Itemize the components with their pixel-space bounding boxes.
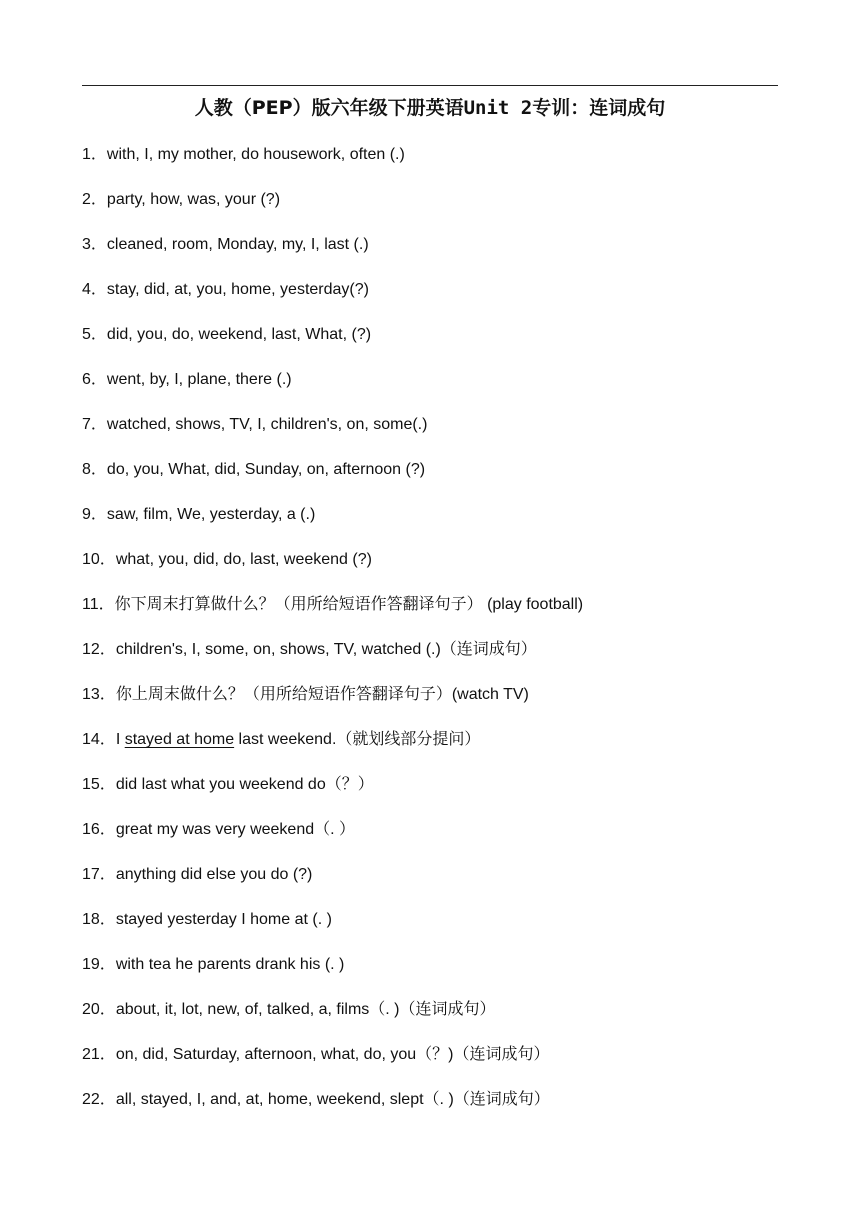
question-number: 13 — [82, 686, 100, 703]
question-number: 16 — [82, 821, 100, 838]
question-item: 21．on, did, Saturday, afternoon, what, do, you（？)（连词成句） — [82, 1046, 550, 1063]
question-number: 1 — [82, 146, 91, 163]
question-number: 8 — [82, 461, 91, 478]
header-rule — [82, 85, 778, 86]
question-number: 7 — [82, 416, 91, 433]
question-item: 19．with tea he parents drank his (. ) — [82, 956, 345, 973]
question-item: 8．do, you, What, did, Sunday, on, afternoon (?) — [82, 461, 426, 478]
question-item: 22．all, stayed, I, and, at, home, weekend, slept（. )（连词成句） — [82, 1091, 550, 1108]
question-item: 9．saw, film, We, yesterday, a (.) — [82, 506, 316, 523]
question-number: 17 — [82, 866, 100, 883]
title-unit: Unit 2 — [463, 97, 533, 119]
question-item: 3．cleaned, room, Monday, my, I, last (.) — [82, 236, 369, 253]
question-text: anything did else you do (?) — [115, 866, 313, 883]
question-item: 17．anything did else you do (?) — [82, 866, 313, 883]
question-text: on, did, Saturday, afternoon, what, do, you（？)（连词成句） — [115, 1046, 550, 1063]
question-number: 20 — [82, 1001, 100, 1018]
question-text: did last what you weekend do（？） — [115, 776, 374, 793]
question-number: 3 — [82, 236, 91, 253]
question-text: great my was very weekend（. ） — [115, 821, 356, 838]
question-item: 15．did last what you weekend do（？） — [82, 776, 374, 793]
question-text: with tea he parents drank his (. ) — [115, 956, 345, 973]
question-item: 14．I stayed at home last weekend.（就划线部分提问） — [82, 731, 481, 748]
question-number: 9 — [82, 506, 91, 523]
page-title — [82, 93, 778, 123]
question-number: 14 — [82, 731, 100, 748]
question-item: 10．what, you, did, do, last, weekend (?) — [82, 551, 372, 568]
question-item: 2．party, how, was, your (?) — [82, 191, 281, 208]
question-item: 7．watched, shows, TV, I, children's, on, some(.) — [82, 416, 428, 433]
question-text: do, you, What, did, Sunday, on, afternoon (?) — [106, 461, 426, 478]
question-text: went, by, I, plane, there (.) — [106, 371, 292, 388]
question-number: 10 — [82, 551, 100, 568]
question-number: 11 — [82, 596, 99, 613]
question-item: 4．stay, did, at, you, home, yesterday(?) — [82, 281, 369, 298]
title-suffix: 专训：连词成句 — [532, 97, 666, 119]
question-item: 18．stayed yesterday I home at (. ) — [82, 911, 332, 928]
question-text: watched, shows, TV, I, children's, on, some(.) — [106, 416, 428, 433]
question-text: 你下周末打算做什么？（用所给短语作答翻译句子） (play football) — [114, 596, 584, 613]
question-text: saw, film, We, yesterday, a (.) — [106, 506, 316, 523]
question-text: about, it, lot, new, of, talked, a, films（. )（连词成句） — [115, 1001, 496, 1018]
question-number: 4 — [82, 281, 91, 298]
question-number: 18 — [82, 911, 100, 928]
question-number: 12 — [82, 641, 100, 658]
underlined-phrase: stayed at home — [124, 731, 235, 748]
question-text: stay, did, at, you, home, yesterday(?) — [106, 281, 369, 298]
question-number: 5 — [82, 326, 91, 343]
question-item: 1．with, I, my mother, do housework, often (.) — [82, 146, 405, 163]
question-number: 19 — [82, 956, 100, 973]
question-text: children's, I, some, on, shows, TV, watched (.)（连词成句） — [115, 641, 537, 658]
question-number: 2 — [82, 191, 91, 208]
question-item: 13．你上周末做什么？（用所给短语作答翻译句子）(watch TV) — [82, 686, 529, 703]
question-number: 22 — [82, 1091, 100, 1108]
question-text: what, you, did, do, last, weekend (?) — [115, 551, 372, 568]
question-text: did, you, do, weekend, last, What, (?) — [106, 326, 372, 343]
question-text: all, stayed, I, and, at, home, weekend, slept（. )（连词成句） — [115, 1091, 550, 1108]
question-item: 6．went, by, I, plane, there (.) — [82, 371, 292, 388]
title-prefix: 人教（PEP）版六年级下册英语 — [194, 97, 464, 119]
question-number: 6 — [82, 371, 91, 388]
question-number: 15 — [82, 776, 100, 793]
question-text: 你上周末做什么？（用所给短语作答翻译句子）(watch TV) — [115, 686, 529, 703]
question-text-post: last weekend.（就划线部分提问） — [234, 731, 481, 748]
question-item: 11．你下周末打算做什么？（用所给短语作答翻译句子） (play football) — [82, 596, 584, 613]
question-text: with, I, my mother, do housework, often (.) — [106, 146, 405, 163]
question-number: 21 — [82, 1046, 100, 1063]
question-text: party, how, was, your (?) — [106, 191, 281, 208]
question-text: cleaned, room, Monday, my, I, last (.) — [106, 236, 369, 253]
question-text-pre: I — [115, 731, 125, 748]
question-text: stayed yesterday I home at (. ) — [115, 911, 332, 928]
question-item: 5．did, you, do, weekend, last, What, (?) — [82, 326, 372, 343]
question-list — [82, 140, 782, 1130]
question-item: 12．children's, I, some, on, shows, TV, watched (.)（连词成句） — [82, 641, 537, 658]
question-item: 16．great my was very weekend（. ） — [82, 821, 356, 838]
question-item: 20．about, it, lot, new, of, talked, a, films（. )（连词成句） — [82, 1001, 496, 1018]
